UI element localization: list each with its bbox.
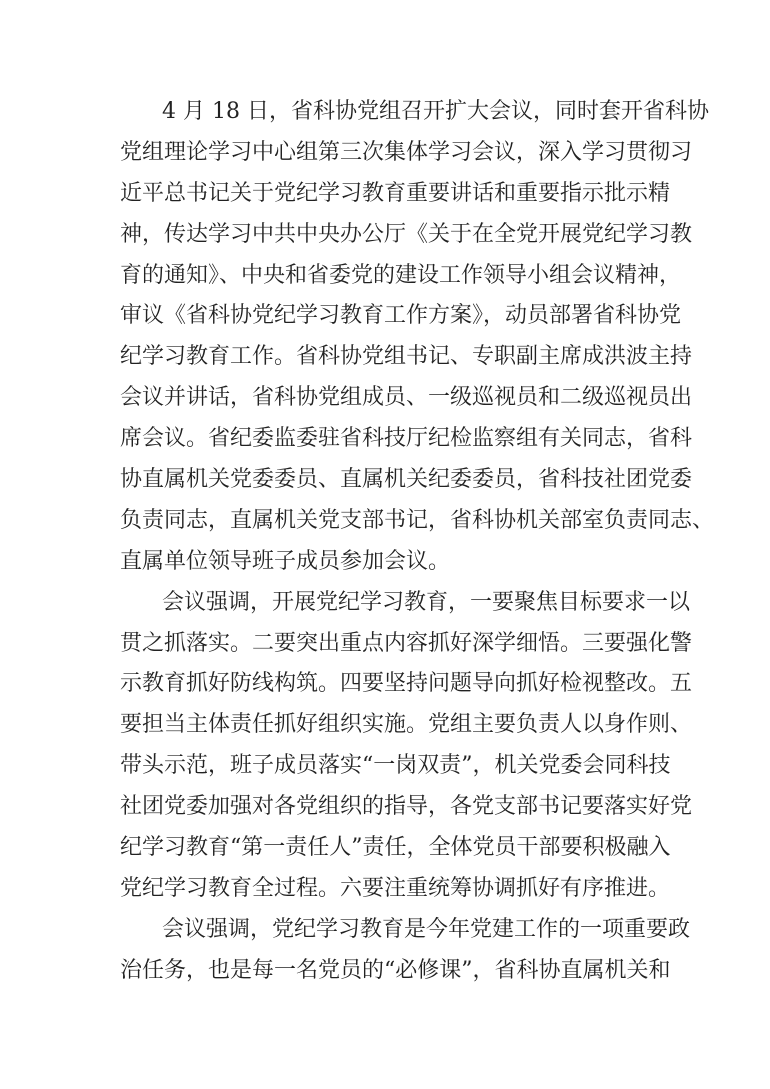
paragraph-line: 负责同志，直属机关党支部书记，省科协机关部室负责同志、: [120, 507, 715, 533]
paragraph-line: 社团党委加强对各党组织的指导，各党支部书记要落实好党: [120, 794, 693, 820]
paragraph-line: 党组理论学习中心组第三次集体学习会议，深入学习贯彻习: [120, 139, 693, 165]
paragraph-line: 治任务，也是每一名党员的“必修课”，省科协直属机关和: [120, 957, 671, 983]
paragraph-line: 会议并讲话，省科协党组成员、一级巡视员和二级巡视员出: [120, 385, 693, 411]
paragraph-line: 近平总书记关于党纪学习教育重要讲话和重要指示批示精: [120, 180, 671, 206]
paragraph-2: [120, 583, 693, 910]
paragraph-line: 席会议。省纪委监委驻省科技厅纪检监察组有关同志，省科: [120, 426, 693, 452]
paragraph-line: 会议强调，开展党纪学习教育，一要聚焦目标要求一以: [162, 589, 691, 615]
paragraph-line: 纪学习教育“第一责任人”责任，全体党员干部要积极融入: [120, 835, 671, 861]
paragraph-line: 4 月 18 日，省科协党组召开扩大会议，同时套开省科协: [162, 99, 709, 124]
paragraph-line: 纪学习教育工作。省科协党组书记、专职副主席成洪波主持: [120, 344, 693, 370]
paragraph-line: 审议《省科协党纪学习教育工作方案》，动员部署省科协党: [120, 303, 682, 329]
paragraph-line: 会议强调，党纪学习教育是今年党建工作的一项重要政: [162, 916, 691, 942]
paragraph-line: 直属单位领导班子成员参加会议。: [120, 548, 451, 574]
paragraph-line: 要担当主体责任抓好组织实施。党组主要负责人以身作则、: [120, 712, 693, 738]
paragraph-1: [120, 92, 715, 583]
document-body: [120, 92, 715, 992]
paragraph-line: 贯之抓落实。二要突出重点内容抓好深学细悟。三要强化警: [120, 630, 693, 656]
paragraph-line: 协直属机关党委委员、直属机关纪委委员，省科技社团党委: [120, 467, 693, 493]
paragraph-line: 育的通知》、中央和省委党的建设工作领导小组会议精神，: [120, 262, 682, 288]
paragraph-line: 神，传达学习中共中央办公厅《关于在全党开展党纪学习教: [120, 221, 693, 247]
paragraph-line: 示教育抓好防线构筑。四要坚持问题导向抓好检视整改。五: [120, 671, 693, 697]
paragraph-3: [120, 910, 691, 992]
paragraph-line: 带头示范，班子成员落实“一岗双责”，机关党委会同科技: [120, 753, 671, 779]
paragraph-line: 党纪学习教育全过程。六要注重统筹协调抓好有序推进。: [120, 875, 671, 901]
